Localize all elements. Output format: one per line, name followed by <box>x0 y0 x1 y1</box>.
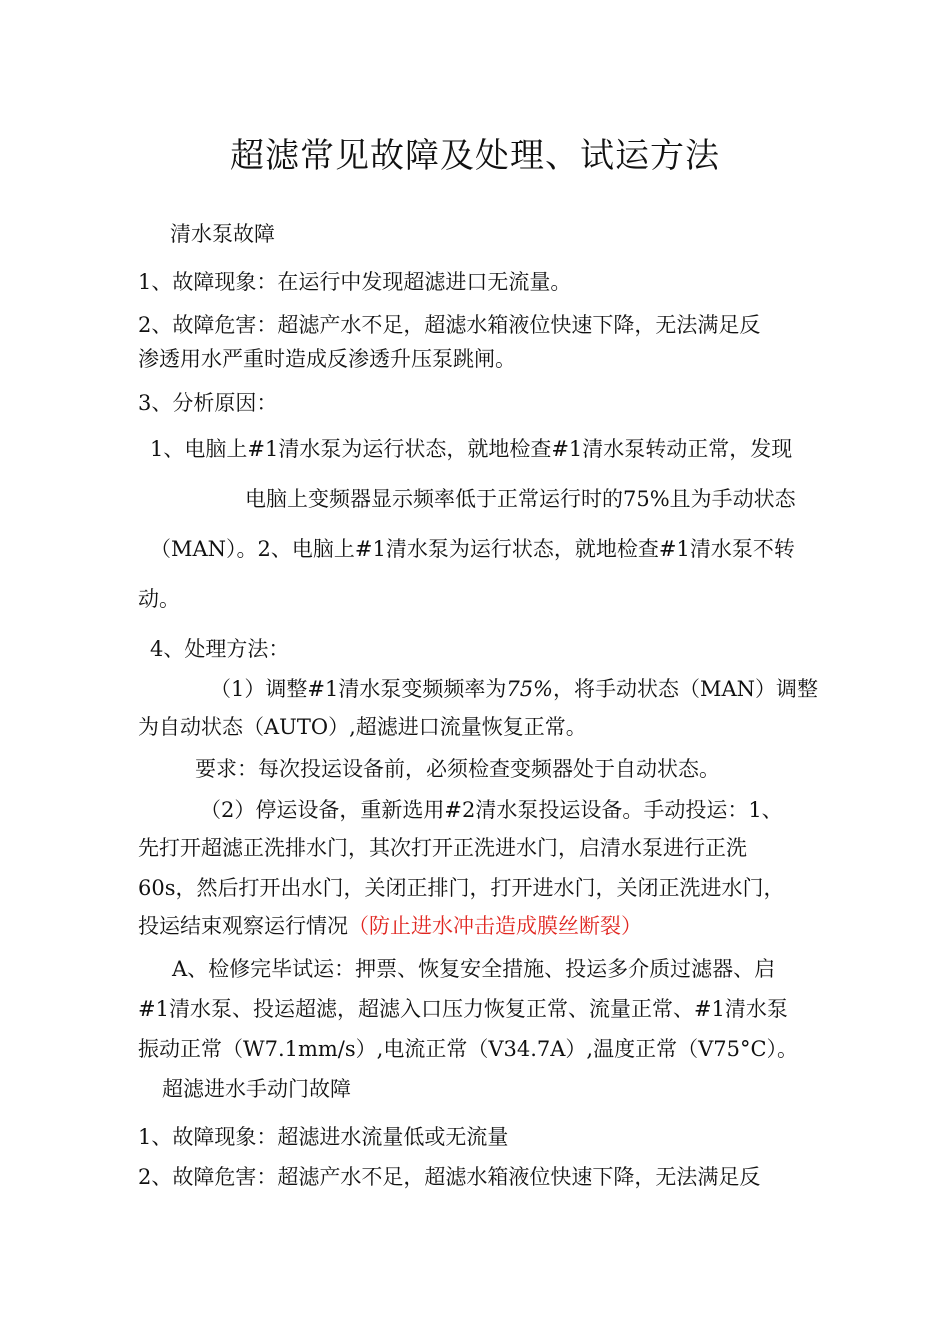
cause-line1: 1、电脑上#1清水泵为运行状态，就地检查#1清水泵转动正常，发现 <box>150 437 793 461</box>
method1-prefix: （1）调整#1清水泵变频频率为 <box>210 677 507 701</box>
method1-value: 75% <box>506 677 554 701</box>
method2-text: 投运结束观察运行情况 <box>138 914 348 938</box>
method-heading: 4、处理方法： <box>150 637 290 661</box>
trial-line2: #1清水泵、投运超滤，超滤入口压力恢复正常、流量正常、#1清水泵 <box>138 997 788 1021</box>
method1-line2: 为自动状态（AUTO）,超滤进口流量恢复正常。 <box>138 715 587 739</box>
method2-line3: 60s，然后打开出水门，关闭正排门，打开进水门，关闭正洗进水门， <box>138 876 785 900</box>
method2-line4 <box>138 912 642 940</box>
valve-fault-symptom: 1、故障现象：超滤进水流量低或无流量 <box>138 1125 509 1149</box>
method1-suffix: ，将手动状态（MAN）调整 <box>553 677 819 701</box>
section-heading-pump: 清水泵故障 <box>170 222 275 246</box>
requirement-note: 要求：每次投运设备前，必须检查变频器处于自动状态。 <box>195 757 720 781</box>
trial-line3: 振动正常（W7.1mm/s）,电流正常（V34.7A）,温度正常（V75°C）。 <box>138 1037 799 1061</box>
method2-line2: 先打开超滤正洗排水门，其次打开正洗进水门，启清水泵进行正洗 <box>138 836 747 860</box>
cause-line3: （MAN）。2、电脑上#1清水泵为运行状态，就地检查#1清水泵不转 <box>150 537 795 561</box>
cause-line2: 电脑上变频器显示频率低于正常运行时的75%且为手动状态 <box>245 487 796 511</box>
page-title: 超滤常见故障及处理、试运方法 <box>230 136 720 176</box>
valve-fault-hazard: 2、故障危害：超滤产水不足，超滤水箱液位快速下降，无法满足反 <box>138 1165 761 1189</box>
fault-hazard-line1: 2、故障危害：超滤产水不足，超滤水箱液位快速下降，无法满足反 <box>138 313 761 337</box>
cause-heading: 3、分析原因： <box>138 391 278 415</box>
method2-warning: （防止进水冲击造成膜丝断裂） <box>348 914 642 938</box>
fault-hazard-line2: 渗透用水严重时造成反渗透升压泵跳闸。 <box>138 347 516 371</box>
section-heading-valve: 超滤进水手动门故障 <box>162 1077 351 1101</box>
method1-line1 <box>210 675 818 703</box>
method2-line1: （2）停运设备，重新选用#2清水泵投运设备。手动投运：1、 <box>200 798 783 822</box>
trial-line1: A、检修完毕试运：押票、恢复安全措施、投运多介质过滤器、启 <box>172 957 776 981</box>
fault-symptom: 1、故障现象：在运行中发现超滤进口无流量。 <box>138 270 572 294</box>
cause-line4: 动。 <box>138 587 180 611</box>
